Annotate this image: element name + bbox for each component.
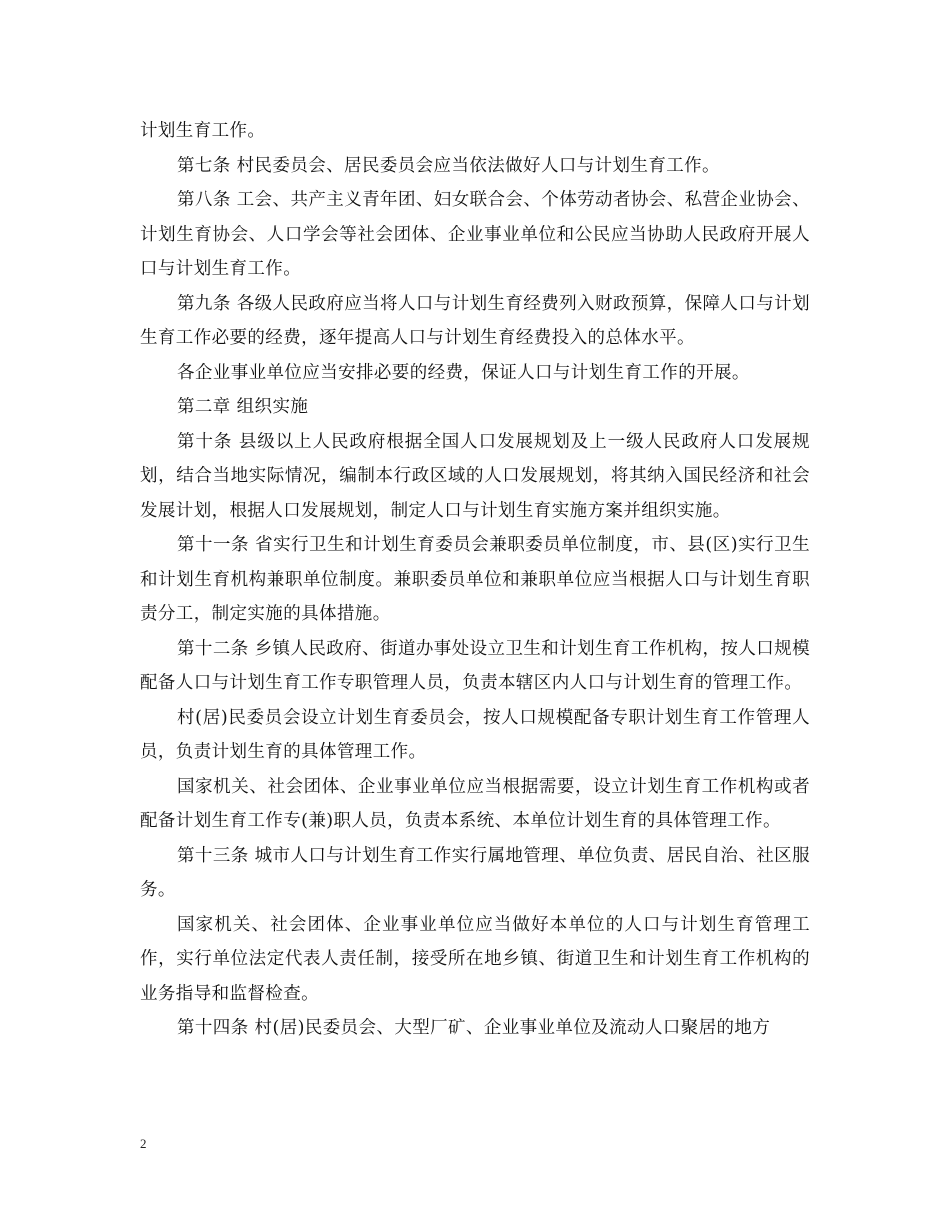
page-number: 2 [140,1136,147,1151]
paragraph-continuation: 计划生育工作。 [140,121,266,141]
paragraph-article-12: 第十二条 乡镇人民政府、街道办事处设立卫生和计划生育工作机构，按人口规模配备人口与计划生育工作专职管理人员，负责本辖区内人口与计划生育的管理工作。 [140,638,810,693]
paragraph-article-14: 第十四条 村(居)民委员会、大型厂矿、企业事业单位及流动人口聚居的地方 [177,1018,771,1038]
document-body [140,114,810,1046]
paragraph-article-9-sub: 各企业事业单位应当安排必要的经费，保证人口与计划生育工作的开展。 [177,362,750,383]
chapter-heading: 第二章 组织实施 [177,397,309,417]
paragraph-article-10: 第十条 县级以上人民政府根据全国人口发展规划及上一级人民政府人口发展规划，结合当地实际情况，编制本行政区域的人口发展规划，将其纳入国民经济和社会发展计划，根据人口发展规划，制定人口与计划生育实施方案并组织实施。 [140,431,810,521]
paragraph-article-13-sub: 国家机关、社会团体、企业事业单位应当做好本单位的人口与计划生育管理工作，实行单位法定代表人责任制，接受所在地乡镇、街道卫生和计划生育工作机构的业务指导和监督检查。 [140,914,810,1004]
paragraph-article-13: 第十三条 城市人口与计划生育工作实行属地管理、单位负责、居民自治、社区服务。 [140,845,810,900]
paragraph-article-11: 第十一条 省实行卫生和计划生育委员会兼职委员单位制度，市、县(区)实行卫生和计划生育机构兼职单位制度。兼职委员单位和兼职单位应当根据人口与计划生育职责分工，制定实施的具体措施。 [140,535,810,624]
paragraph-article-8: 第八条 工会、共产主义青年团、妇女联合会、个体劳动者协会、私营企业协会、计划生育协会、人口学会等社会团体、企业事业单位和公民应当协助人民政府开展人口与计划生育工作。 [140,190,810,279]
paragraph-article-12-sub-2: 国家机关、社会团体、企业事业单位应当根据需要，设立计划生育工作机构或者配备计划生育工作专(兼)职人员，负责本系统、本单位计划生育的具体管理工作。 [140,776,810,831]
paragraph-article-12-sub-1: 村(居)民委员会设立计划生育委员会，按人口规模配备专职计划生育工作管理人员，负责计划生育的具体管理工作。 [140,707,810,762]
paragraph-article-7: 第七条 村民委员会、居民委员会应当依法做好人口与计划生育工作。 [177,155,720,176]
paragraph-article-9: 第九条 各级人民政府应当将人口与计划生育经费列入财政预算，保障人口与计划生育工作必要的经费，逐年提高人口与计划生育经费投入的总体水平。 [140,293,810,348]
